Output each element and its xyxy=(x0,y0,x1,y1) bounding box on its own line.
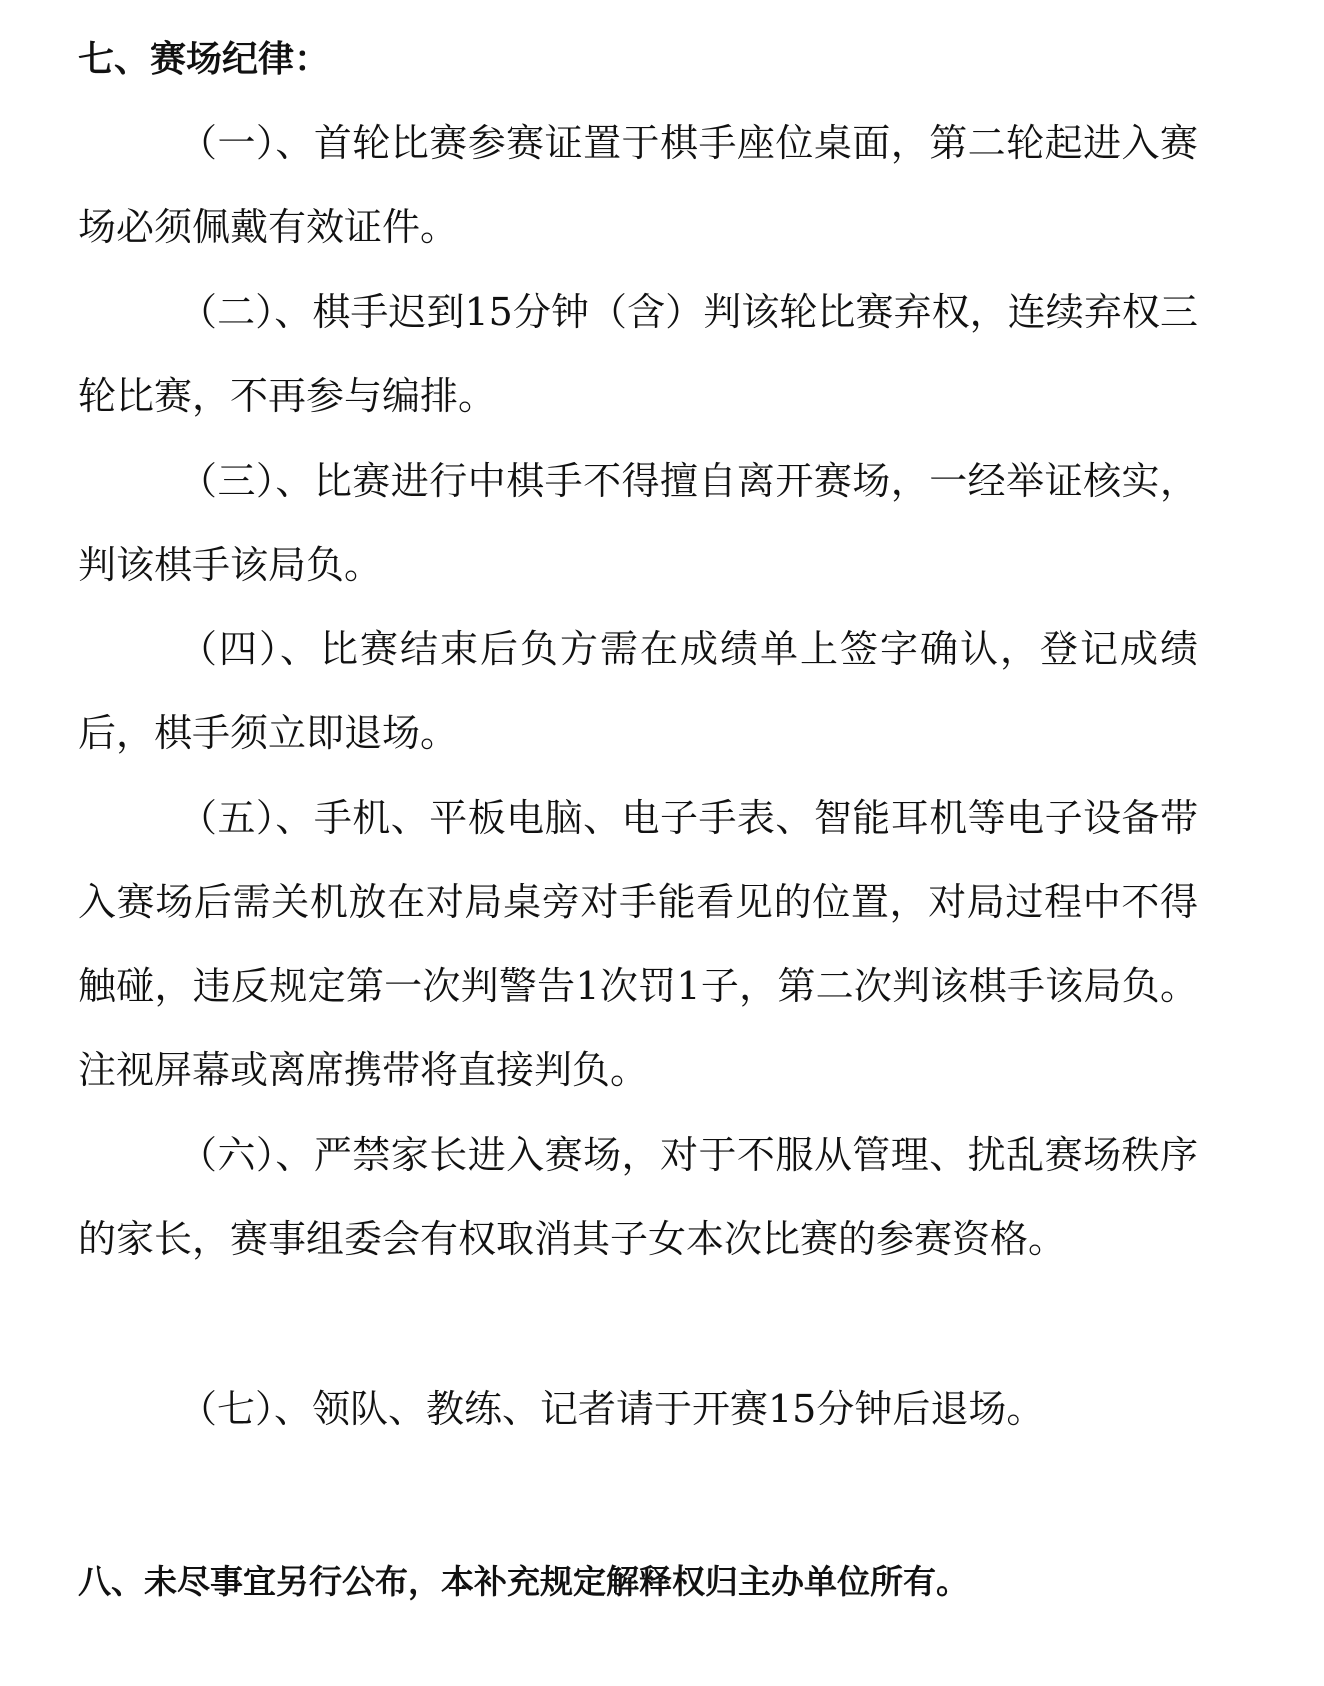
rule-item-6: （六）、严禁家长进入赛场，对于不服从管理、扰乱赛场秩序的家长，赛事组委会有权取消其子女本次比赛的参赛资格。 xyxy=(78,1133,1198,1261)
rule-item-4: （四）、比赛结束后负方需在成绩单上签字确认，登记成绩后，棋手须立即退场。 xyxy=(78,627,1198,755)
rule-item-7: （七）、领队、教练、记者请于开赛15分钟后退场。 xyxy=(179,1387,1045,1431)
rule-item-1: （一）、首轮比赛参赛证置于棋手座位桌面，第二轮起进入赛场必须佩戴有效证件。 xyxy=(78,121,1198,249)
rule-item-3: （三）、比赛进行中棋手不得擅自离开赛场，一经举证核实，判该棋手该局负。 xyxy=(78,459,1198,587)
rule-item-2: （二）、棋手迟到15分钟（含）判该轮比赛弃权，连续弃权三轮比赛，不再参与编排。 xyxy=(78,290,1198,418)
section-7-heading: 七、赛场纪律： xyxy=(78,39,331,80)
rule-item-5: （五）、手机、平板电脑、电子手表、智能耳机等电子设备带入赛场后需关机放在对局桌旁对手能看见的位置，对局过程中不得触碰，违反规定第一次判警告1次罚1子，第二次判该棋手该局负。注视屏幕或离席携带将直接判负。 xyxy=(78,796,1198,1092)
section-8-heading: 八、未尽事宜另行公布，本补充规定解释权归主办单位所有。 xyxy=(78,1562,969,1601)
